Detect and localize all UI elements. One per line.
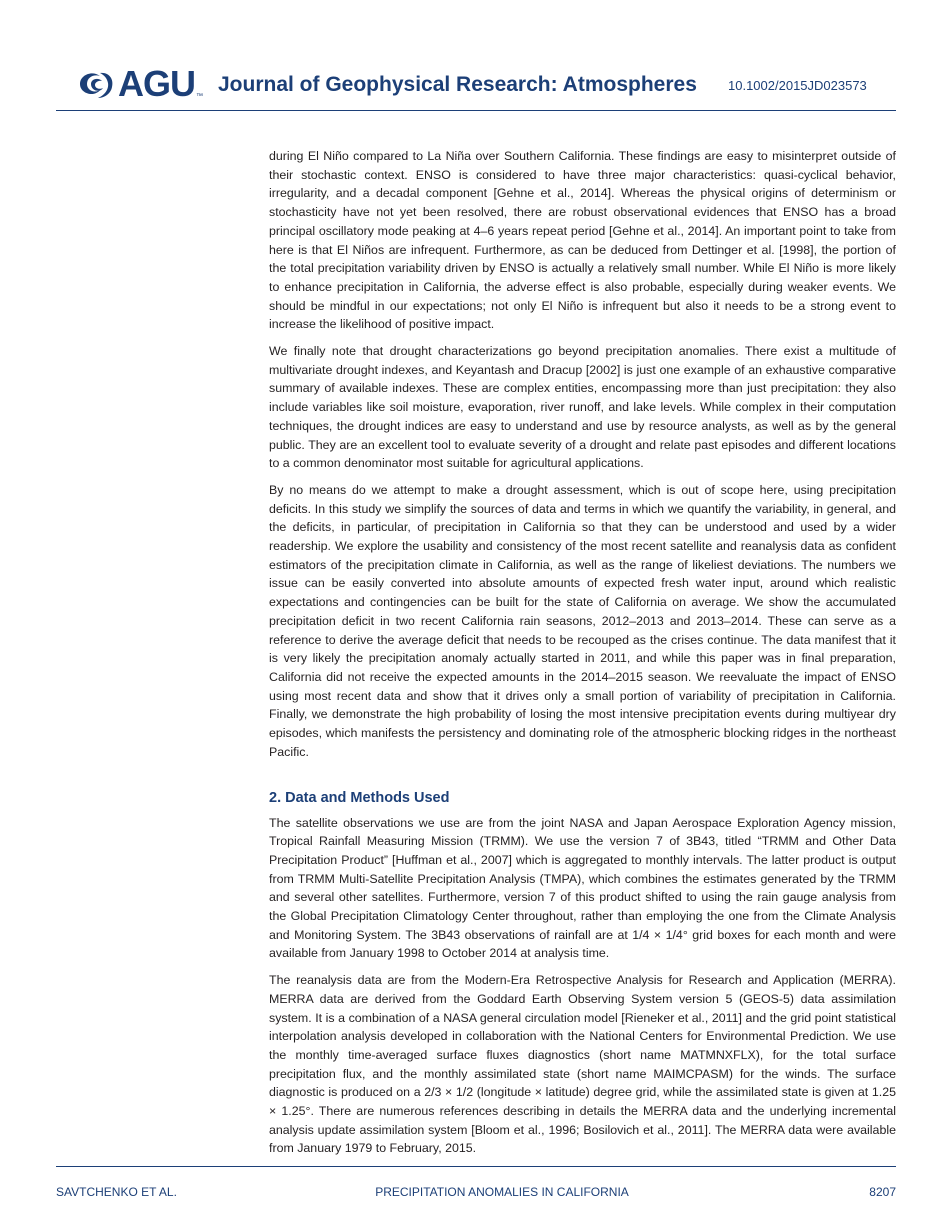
body-paragraph: during El Niño compared to La Niña over Southern California. These findings are easy to misinterpret outside of their stochastic context. ENSO is considered to have three major characteristics: quasi-cyclical behavior, irregularity, and a decadal component [Gehne et al., 2014]. Whereas the physical origins of determinism or stochasticity have not yet been resolved, there are robust observational evidences that ENSO has a broad principal oscillatory mode peaking at 4–6 years repeat period [Gehne et al., 2014]. An important point to take from here is that El Niños are infrequent. Furthermore, as can be deduced from Dettinger et al. [1998], the portion of the total precipitation variability driven by ENSO is actually a relatively small number. While El Niño is more likely to enhance precipitation in California, the adverse effect is also probable, especially during weaker events. We should be mindful in our expectations; not only El Niño is infrequent but also it needs to be a strong event to increase the likelihood of positive impact. xyxy=(269,149,896,332)
footer-running-title: PRECIPITATION ANOMALIES IN CALIFORNIA xyxy=(375,1185,629,1199)
doi-link[interactable]: 10.1002/2015JD023573 xyxy=(728,78,867,93)
journal-header xyxy=(56,64,896,112)
article-body xyxy=(269,147,896,1166)
section-heading: 2. Data and Methods Used xyxy=(269,789,450,806)
body-paragraph: By no means do we attempt to make a drought assessment, which is out of scope here, using precipitation deficits. In this study we simplify the sources of data and terms in which we quantify the variability, in general, and the deficits, in particular, of precipitation in California so that they can be understood and used by a wider readership. We explore the usability and consistency of the most recent satellite and reanalysis data as confident estimators of the precipitation climate in California, as well as the range of likeliest deviations. The numbers we issue can be easily converted into absolute amounts of expected fresh water input, around which realistic expectations and contingencies can be built for the state of California on average. We show the accumulated precipitation deficit in two recent California rain seasons, 2012–2013 and 2013–2014. These can serve as a reference to derive the average deficit that needs to be recouped as the crises continue. The data manifest that it is very likely the precipitation anomaly actually started in 2011, and while this paper was in final preparation, California did not receive the expected amounts in the 2014–2015 season. We reevaluate the impact of ENSO using most recent data and show that it drives only a small portion of variability of precipitation in California. Finally, we demonstrate the high probability of losing the most intensive precipitation events during multiyear dry episodes, which manifests the persistency and dominating role of the atmospheric blocking ridges in the northeast Pacific. xyxy=(269,482,896,759)
footer-divider xyxy=(56,1166,896,1167)
agu-logo xyxy=(74,63,203,104)
agu-wave-icon xyxy=(74,67,116,101)
body-paragraph: The reanalysis data are from the Modern-Era Retrospective Analysis for Research and Application (MERRA). MERRA data are derived from the Goddard Earth Observing System version 5 (GEOS-5) data assimilation system. It is a combination of a NASA general circulation model [Rieneker et al., 2011] and the grid point statistical interpolation analysis developed in collaboration with the National Centers for Environmental Prediction. We use the monthly time-averaged surface fluxes diagnostics (short name MATMNXFLX), for the total surface precipitation flux, and the monthly assimilated state (short name MAIMCPASM) for the winds. The surface diagnostic is produced on a 2/3 × 1/2 (longitude × latitude) degree grid, while the assimilated state is given at 1.25 × 1.25°. There are numerous references describing in details the MERRA data and the underlying incremental analysis update assimilation system [Bloom et al., 1996; Bosilovich et al., 2011]. The MERRA data were available from January 1979 to February, 2015. xyxy=(269,973,896,1156)
body-paragraph: The satellite observations we use are from the joint NASA and Japan Aerospace Exploration Agency mission, Tropical Rainfall Measuring Mission (TRMM). We use the version 7 of 3B43, titled “TRMM and Other Data Precipitation Product” [Huffman et al., 2007] which is aggregated to monthly intervals. The latter product is output from TRMM Multi-Satellite Precipitation Analysis (TMPA), which combines the estimates generated by the TRMM and several other satellites. Furthermore, version 7 of this product shifted to using the rain gauge analysis from the Global Precipitation Climatology Center throughout, rather than employing the one from the Climate Analysis and Monitoring System. The 3B43 observations of rainfall are at 1/4 × 1/4° grid boxes for each month and were available from January 1998 to October 2014 at analysis time. xyxy=(269,815,896,961)
header-divider xyxy=(56,110,896,111)
journal-title: Journal of Geophysical Research: Atmospheres xyxy=(218,73,697,96)
footer-page-number: 8207 xyxy=(869,1185,896,1199)
trademark-mark: ™ xyxy=(196,93,203,100)
agu-logo-text: AGU xyxy=(118,63,195,104)
footer-authors: SAVTCHENKO ET AL. xyxy=(56,1185,177,1199)
body-paragraph: We finally note that drought characterizations go beyond precipitation anomalies. There exist a multitude of multivariate drought indexes, and Keyantash and Dracup [2002] is just one example of an exhaustive comparative summary of available indexes. These are complex entities, encompassing more than just precipitation: they also include variables like soil moisture, evaporation, river runoff, and lake levels. While complex in their computation techniques, the drought indices are easy to understand and use by resource analysts, as well as by the general public. They are an excellent tool to evaluate severity of a drought and relate past episodes and different locations to a common denominator most suitable for agricultural applications. xyxy=(269,344,896,471)
